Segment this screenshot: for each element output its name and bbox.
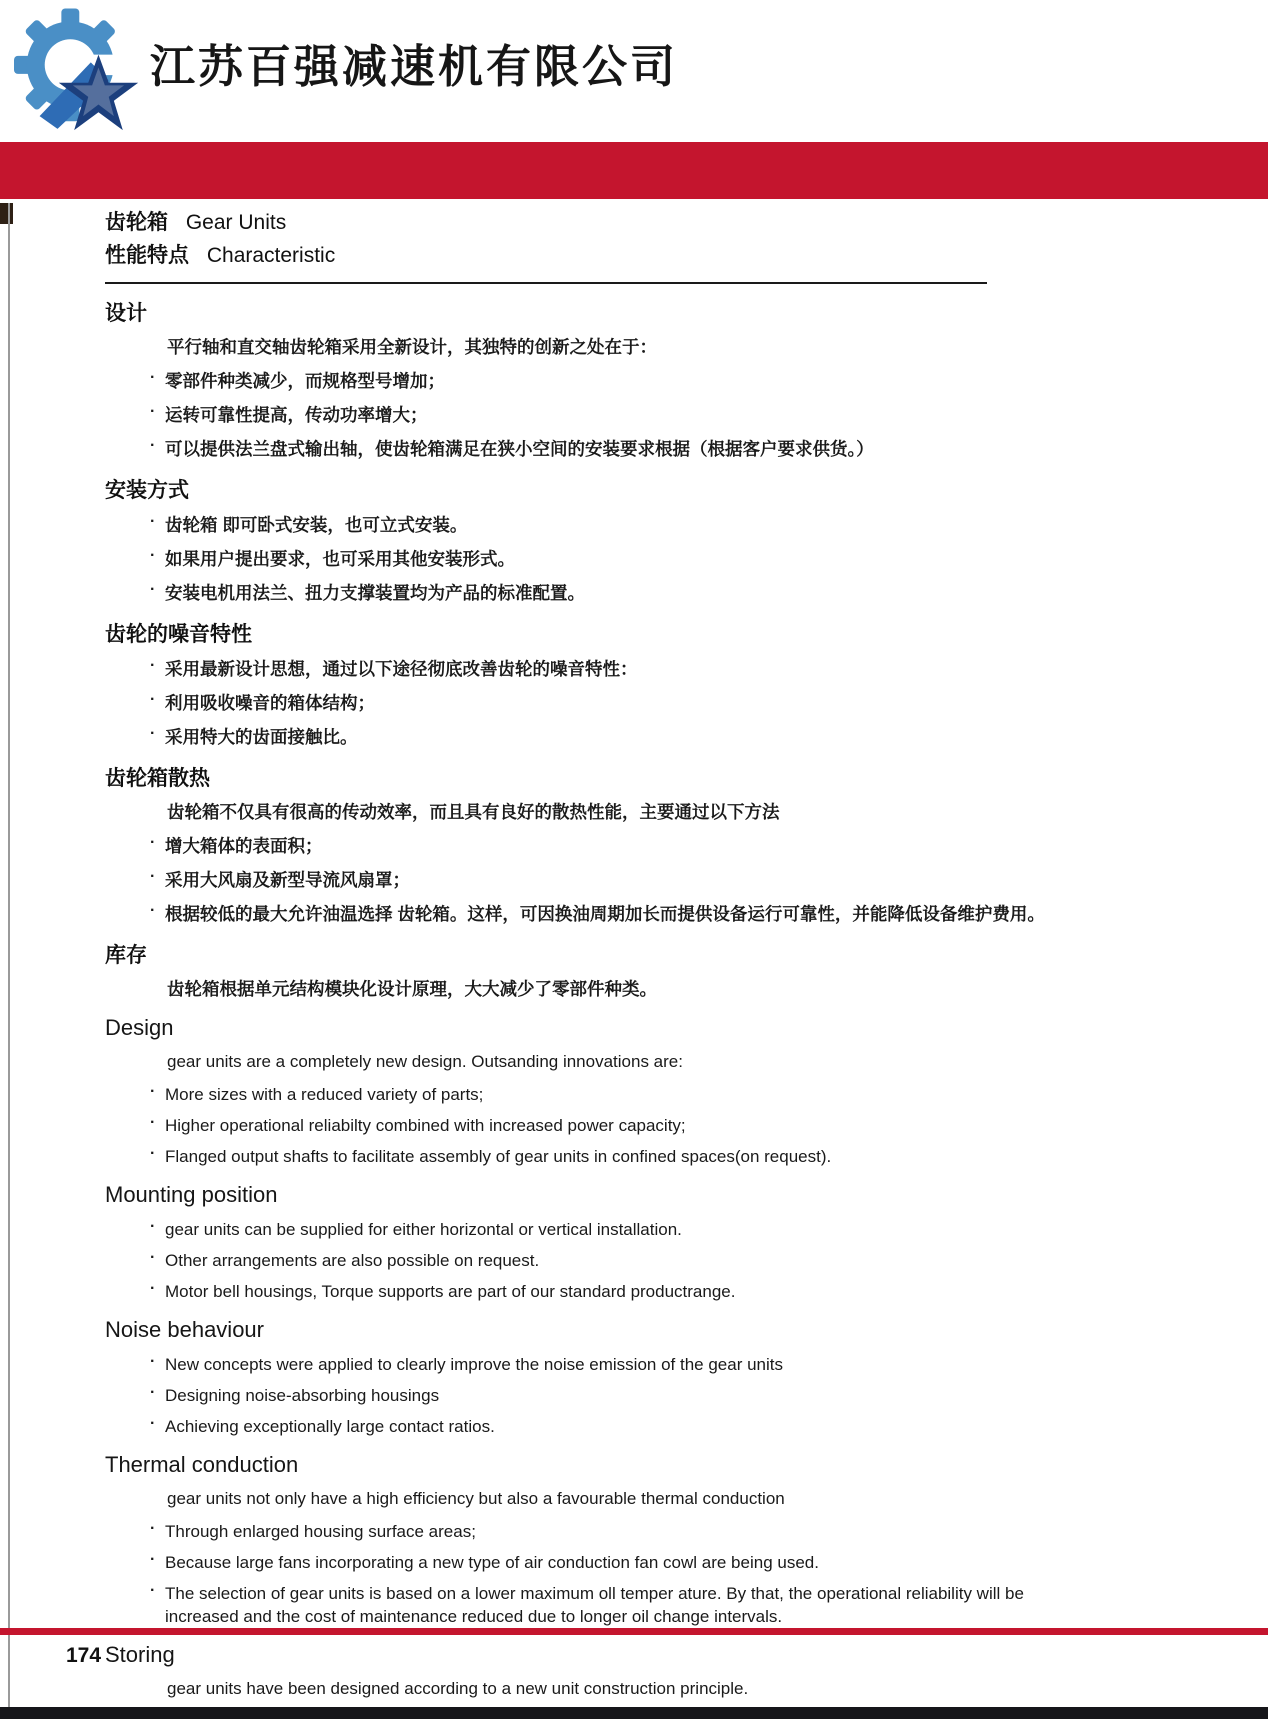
list-item bbox=[105, 725, 1053, 749]
bullet-text: Achieving exceptionally large contact ratios. bbox=[165, 1417, 495, 1436]
section-heading: Storing bbox=[105, 1642, 175, 1667]
section-intro: gear units have been designed according to a new unit construction principle. bbox=[167, 1679, 749, 1698]
bullet-icon bbox=[150, 403, 165, 427]
bullet-icon bbox=[150, 547, 165, 571]
bullet-text: gear units can be supplied for either horizontal or vertical installation. bbox=[165, 1220, 682, 1239]
content bbox=[105, 206, 1053, 1710]
bullet-text: 根据较低的最大允许油温选择 齿轮箱。这样，可因换油周期加长而提供设备运行可靠性，并能降低设备维护费用。 bbox=[165, 904, 1045, 924]
subtitle-zh: 性能特点 bbox=[105, 244, 189, 267]
left-page-rule bbox=[8, 203, 10, 1707]
list-item bbox=[105, 437, 1053, 461]
bullet-icon bbox=[150, 1582, 165, 1628]
title-en: Gear Units bbox=[185, 211, 287, 234]
list-item bbox=[105, 1083, 1053, 1106]
list-item bbox=[105, 834, 1053, 858]
section-heading: 齿轮箱散热 bbox=[105, 767, 210, 790]
list-item bbox=[105, 1551, 1053, 1574]
title-divider bbox=[105, 282, 987, 284]
bullet-icon bbox=[150, 834, 165, 858]
section-thermal-zh bbox=[105, 762, 1053, 926]
bullet-icon bbox=[150, 868, 165, 892]
section-heading: Noise behaviour bbox=[105, 1317, 264, 1342]
bullet-icon bbox=[150, 1384, 165, 1407]
bullet-icon bbox=[150, 1249, 165, 1272]
bullet-text: Designing noise-absorbing housings bbox=[165, 1386, 440, 1405]
bullet-text: More sizes with a reduced variety of parts; bbox=[165, 1085, 484, 1104]
bullet-icon bbox=[150, 1280, 165, 1303]
bullet-icon bbox=[150, 725, 165, 749]
bullet-text: 安装电机用法兰、扭力支撑装置均为产品的标准配置。 bbox=[165, 583, 585, 603]
bullet-icon bbox=[150, 691, 165, 715]
bullet-icon bbox=[150, 1145, 165, 1168]
bullet-text: 采用大风扇及新型导流风扇罩； bbox=[165, 870, 410, 890]
bullet-text: 增大箱体的表面积； bbox=[165, 836, 323, 856]
list-item bbox=[105, 657, 1053, 681]
list-item bbox=[105, 403, 1053, 427]
footer-red-rule bbox=[0, 1628, 1268, 1635]
bullet-icon bbox=[150, 1083, 165, 1106]
page-number: 174 bbox=[66, 1644, 102, 1667]
list-item bbox=[105, 513, 1053, 537]
company-name: 江苏百强减速机有限公司 bbox=[150, 41, 679, 92]
corner-mark bbox=[0, 203, 13, 224]
bullet-icon bbox=[150, 1114, 165, 1137]
section-heading: 设计 bbox=[105, 302, 147, 325]
company-logo-icon bbox=[14, 6, 142, 134]
bottom-bar bbox=[0, 1707, 1268, 1719]
red-banner bbox=[0, 142, 1268, 199]
bullet-text: 运转可靠性提高，传动功率增大； bbox=[165, 405, 428, 425]
section-intro: gear units not only have a high efficiency but also a favourable thermal conduction bbox=[167, 1489, 785, 1508]
list-item bbox=[105, 1520, 1053, 1543]
bullet-text: 零部件种类减少，而规格型号增加； bbox=[165, 371, 445, 391]
subtitle-en: Characteristic bbox=[206, 244, 336, 267]
list-item bbox=[105, 1384, 1053, 1407]
bullet-icon bbox=[150, 657, 165, 681]
list-item bbox=[105, 1353, 1053, 1376]
list-item bbox=[105, 1280, 1053, 1303]
bullet-text: Because large fans incorporating a new type of air conduction fan cowl are being used. bbox=[165, 1553, 819, 1572]
list-item bbox=[105, 868, 1053, 892]
section-intro: 齿轮箱不仅具有很高的传动效率，而且具有良好的散热性能，主要通过以下方法 bbox=[167, 802, 780, 822]
section-noise-zh bbox=[105, 618, 1053, 749]
section-storing-en bbox=[105, 1642, 1053, 1700]
list-item bbox=[105, 369, 1053, 393]
bullet-text: Motor bell housings, Torque supports are part of our standard productrange. bbox=[165, 1282, 736, 1301]
bullet-text: Flanged output shafts to facilitate assembly of gear units in confined spaces(on request). bbox=[165, 1147, 832, 1166]
bullet-text: 可以提供法兰盘式输出轴，使齿轮箱满足在狭小空间的安装要求根据（根据客户要求供货。） bbox=[165, 439, 874, 459]
list-item bbox=[105, 1114, 1053, 1137]
section-heading: 齿轮的噪音特性 bbox=[105, 623, 252, 646]
section-intro: 齿轮箱根据单元结构模块化设计原理，大大减少了零部件种类。 bbox=[167, 979, 657, 999]
list-item bbox=[105, 1415, 1053, 1438]
bullet-text: 如果用户提出要求，也可采用其他安装形式。 bbox=[165, 549, 515, 569]
bullet-icon bbox=[150, 902, 165, 926]
list-item bbox=[105, 547, 1053, 571]
bullet-icon bbox=[150, 437, 165, 461]
bullet-icon bbox=[150, 1218, 165, 1241]
list-item bbox=[105, 1218, 1053, 1241]
bullet-icon bbox=[150, 513, 165, 537]
bullet-text: 利用吸收噪音的箱体结构； bbox=[165, 693, 375, 713]
section-noise-en bbox=[105, 1317, 1053, 1438]
bullet-text: Through enlarged housing surface areas; bbox=[165, 1522, 476, 1541]
section-heading: Design bbox=[105, 1015, 174, 1040]
section-storing-zh bbox=[105, 939, 1053, 1001]
bullet-text: 采用最新设计思想，通过以下途径彻底改善齿轮的噪音特性： bbox=[165, 659, 638, 679]
section-mounting-en bbox=[105, 1182, 1053, 1303]
section-design-zh bbox=[105, 297, 1053, 461]
section-heading: Thermal conduction bbox=[105, 1452, 299, 1477]
page-title-line2 bbox=[105, 239, 1053, 272]
bullet-icon bbox=[150, 1415, 165, 1438]
section-design-en bbox=[105, 1015, 1053, 1168]
bullet-icon bbox=[150, 1353, 165, 1376]
list-item bbox=[105, 1249, 1053, 1272]
section-heading: 库存 bbox=[105, 944, 147, 967]
section-heading: 安装方式 bbox=[105, 479, 189, 502]
bullet-icon bbox=[150, 369, 165, 393]
list-item bbox=[105, 1145, 1053, 1168]
page-header bbox=[0, 0, 1268, 140]
section-mounting-zh bbox=[105, 474, 1053, 605]
list-item bbox=[105, 1582, 1053, 1628]
section-intro: 平行轴和直交轴齿轮箱采用全新设计，其独特的创新之处在于： bbox=[167, 337, 657, 357]
bullet-text: Higher operational reliabilty combined with increased power capacity; bbox=[165, 1116, 686, 1135]
page-title-line1 bbox=[105, 206, 1053, 239]
bullet-text: The selection of gear units is based on a lower maximum oll temper ature. By that, the operational reliability will be increased and the cost of maintenance reduced due to longer oil change intervals. bbox=[165, 1584, 1024, 1626]
section-heading: Mounting position bbox=[105, 1182, 278, 1207]
section-intro: gear units are a completely new design. Outsanding innovations are: bbox=[167, 1052, 683, 1071]
section-thermal-en bbox=[105, 1452, 1053, 1628]
list-item bbox=[105, 581, 1053, 605]
bullet-icon bbox=[150, 1551, 165, 1574]
bullet-text: 采用特大的齿面接触比。 bbox=[165, 727, 358, 747]
title-zh: 齿轮箱 bbox=[105, 211, 168, 234]
bullet-text: Other arrangements are also possible on request. bbox=[165, 1251, 540, 1270]
list-item bbox=[105, 691, 1053, 715]
bullet-text: 齿轮箱 即可卧式安装，也可立式安装。 bbox=[165, 515, 468, 535]
bullet-icon bbox=[150, 581, 165, 605]
bullet-icon bbox=[150, 1520, 165, 1543]
bullet-text: New concepts were applied to clearly improve the noise emission of the gear units bbox=[165, 1355, 783, 1374]
list-item bbox=[105, 902, 1053, 926]
